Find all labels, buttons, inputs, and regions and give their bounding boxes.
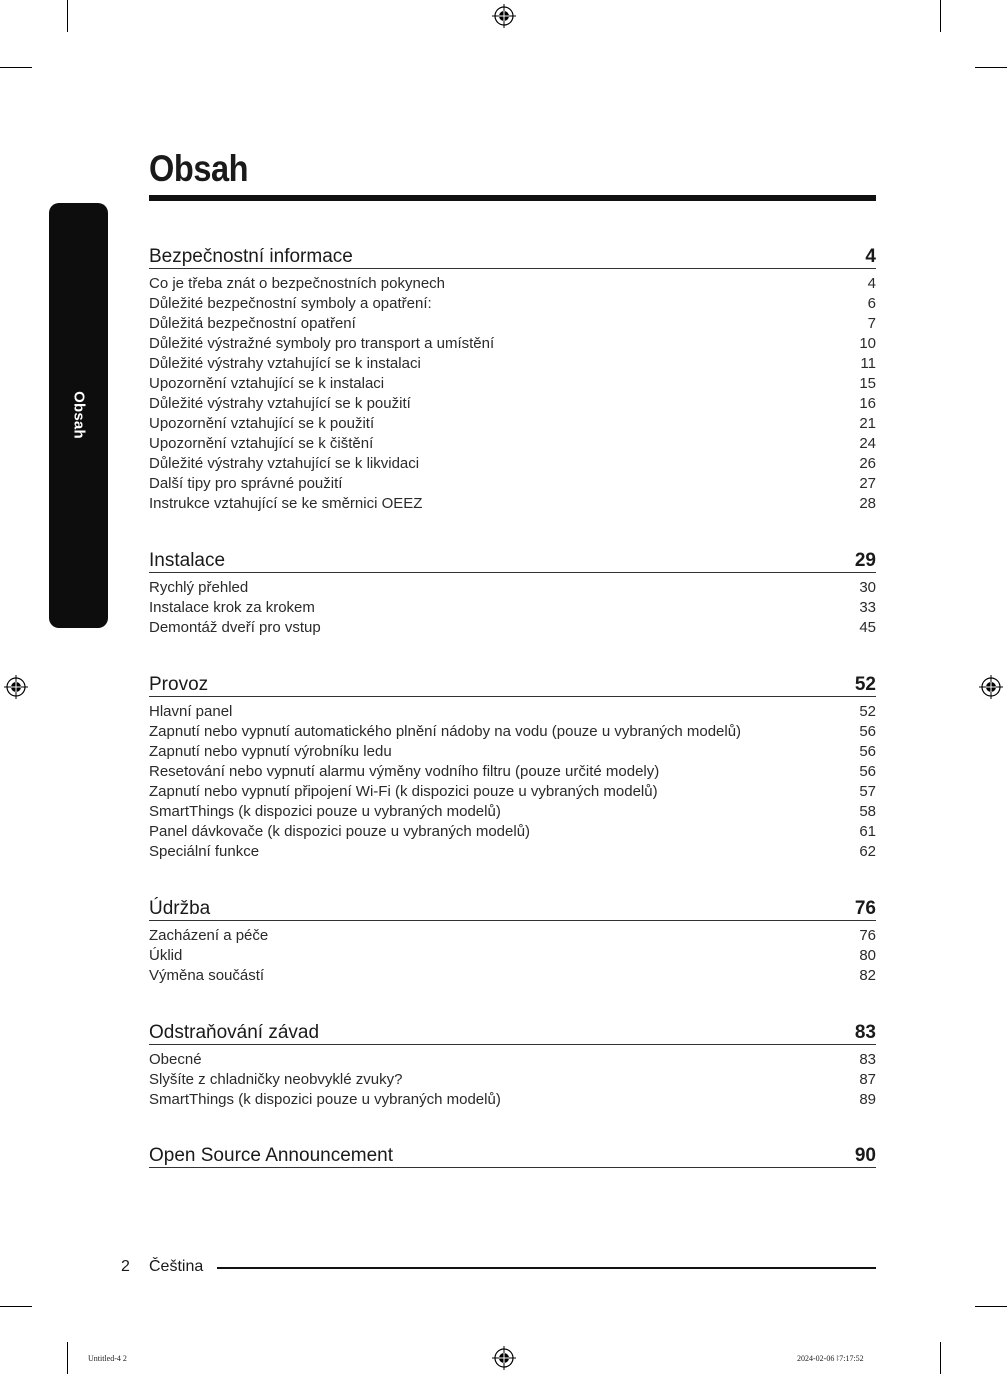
toc-entry[interactable] xyxy=(149,702,876,722)
toc-entry-page: 62 xyxy=(859,843,876,860)
toc-entry[interactable] xyxy=(149,946,876,966)
toc-items xyxy=(149,926,876,986)
title-rule xyxy=(149,195,876,201)
toc-entry[interactable] xyxy=(149,394,876,414)
toc-entry[interactable] xyxy=(149,474,876,494)
toc-entry-page: 15 xyxy=(859,375,876,392)
toc-entry-page: 56 xyxy=(859,763,876,780)
toc-entry-label: Úklid xyxy=(149,947,183,964)
toc-entry[interactable] xyxy=(149,722,876,742)
toc-entry-page: 7 xyxy=(867,315,876,332)
toc-section xyxy=(149,1141,876,1168)
toc-entry[interactable] xyxy=(149,294,876,314)
toc-items xyxy=(149,578,876,638)
toc-entry-label: Důležité bezpečnostní symboly a opatření: xyxy=(149,295,432,312)
toc-entry-page: 33 xyxy=(859,599,876,616)
section-heading[interactable] xyxy=(149,242,876,269)
side-tab xyxy=(49,203,108,628)
toc-entry[interactable] xyxy=(149,966,876,986)
toc-entry[interactable] xyxy=(149,578,876,598)
toc-entry-label: Resetování nebo vypnutí alarmu výměny vodního filtru (pouze určité modely) xyxy=(149,763,660,780)
section-title: Open Source Announcement xyxy=(149,1145,394,1166)
toc-entry[interactable] xyxy=(149,1070,876,1090)
toc-entry-label: SmartThings (k dispozici pouze u vybraných modelů) xyxy=(149,803,501,820)
toc-entry-label: Výměna součástí xyxy=(149,967,265,984)
toc-entry-label: Obecné xyxy=(149,1051,202,1068)
crop-mark xyxy=(975,67,1007,68)
crop-mark xyxy=(67,1342,68,1374)
toc-entry-page: 82 xyxy=(859,967,876,984)
toc-entry-label: Hlavní panel xyxy=(149,703,233,720)
toc-entry-page: 16 xyxy=(859,395,876,412)
toc-entry-label: Upozornění vztahující se k čištění xyxy=(149,435,374,452)
toc-entry-page: 27 xyxy=(859,475,876,492)
crop-mark xyxy=(0,67,32,68)
toc-section xyxy=(149,242,876,514)
toc-entry-page: 6 xyxy=(867,295,876,312)
section-heading[interactable] xyxy=(149,546,876,573)
toc-entry[interactable] xyxy=(149,802,876,822)
toc-entry-label: Důležité výstražné symboly pro transport a umístění xyxy=(149,335,495,352)
toc-entry-page: 56 xyxy=(859,723,876,740)
toc-entry-label: Upozornění vztahující se k použití xyxy=(149,415,375,432)
toc-entry-page: 61 xyxy=(859,823,876,840)
toc-section xyxy=(149,894,876,986)
toc-entry[interactable] xyxy=(149,454,876,474)
section-title: Instalace xyxy=(149,550,226,571)
toc-entry-page: 21 xyxy=(859,415,876,432)
toc-entry[interactable] xyxy=(149,354,876,374)
toc-entry-label: Panel dávkovače (k dispozici pouze u vybraných modelů) xyxy=(149,823,531,840)
toc-entry-label: Zapnutí nebo vypnutí výrobníku ledu xyxy=(149,743,392,760)
toc-entry-label: Speciální funkce xyxy=(149,843,260,860)
toc-entry-page: 24 xyxy=(859,435,876,452)
toc-entry-label: Důležité výstrahy vztahující se k likvidaci xyxy=(149,455,420,472)
toc-entry-label: Zapnutí nebo vypnutí automatického plnění nádoby na vodu (pouze u vybraných modelů) xyxy=(149,723,742,740)
print-slug-timestamp: 2024-02-06 ꖎ7:17:52 xyxy=(797,1354,864,1363)
page-number: 2 xyxy=(121,1258,130,1275)
toc-entry-page: 26 xyxy=(859,455,876,472)
footer-rule xyxy=(217,1267,876,1269)
section-title: Bezpečnostní informace xyxy=(149,246,353,267)
toc-entry[interactable] xyxy=(149,1050,876,1070)
toc-entry-page: 30 xyxy=(859,579,876,596)
section-title: Údržba xyxy=(149,898,211,919)
toc-entry[interactable] xyxy=(149,618,876,638)
registration-mark-icon xyxy=(492,4,516,28)
toc-entry-page: 56 xyxy=(859,743,876,760)
toc-entry[interactable] xyxy=(149,494,876,514)
toc-entry-page: 57 xyxy=(859,783,876,800)
toc-entry-page: 45 xyxy=(859,619,876,636)
side-tab-label: Obsah xyxy=(70,391,87,439)
toc-section xyxy=(149,1018,876,1110)
toc-entry[interactable] xyxy=(149,742,876,762)
toc-entry-page: 10 xyxy=(859,335,876,352)
toc-entry-label: Co je třeba znát o bezpečnostních pokynech xyxy=(149,275,446,292)
toc-entry[interactable] xyxy=(149,782,876,802)
section-title: Provoz xyxy=(149,674,209,695)
toc-entry[interactable] xyxy=(149,598,876,618)
toc-entry-page: 80 xyxy=(859,947,876,964)
registration-mark-icon xyxy=(979,675,1003,699)
toc-entry-label: Upozornění vztahující se k instalaci xyxy=(149,375,385,392)
toc-entry[interactable] xyxy=(149,374,876,394)
toc-entry[interactable] xyxy=(149,314,876,334)
toc-entry[interactable] xyxy=(149,274,876,294)
crop-mark xyxy=(67,0,68,32)
toc-entry-label: Instalace krok za krokem xyxy=(149,599,315,616)
toc-items xyxy=(149,274,876,514)
section-page: 90 xyxy=(854,1145,876,1166)
toc-entry-label: SmartThings (k dispozici pouze u vybraných modelů) xyxy=(149,1091,501,1108)
page-title: Obsah xyxy=(149,148,249,189)
toc-entry[interactable] xyxy=(149,414,876,434)
toc-entry-label: Důležité výstrahy vztahující se k použití xyxy=(149,395,411,412)
toc-entry-page: 28 xyxy=(859,495,876,512)
toc-entry-label: Rychlý přehled xyxy=(149,579,249,596)
crop-mark xyxy=(0,1306,32,1307)
registration-mark-icon xyxy=(492,1346,516,1370)
toc-entry-label: Demontáž dveří pro vstup xyxy=(149,619,321,636)
toc-entry-page: 76 xyxy=(859,927,876,944)
toc-entry-page: 11 xyxy=(860,355,876,372)
toc-entry[interactable] xyxy=(149,434,876,454)
toc-entry-label: Slyšíte z chladničky neobvyklé zvuky? xyxy=(149,1071,403,1088)
toc-entry[interactable] xyxy=(149,762,876,782)
section-heading[interactable] xyxy=(149,894,876,921)
print-slug-file: Untitled-4 2 xyxy=(88,1354,127,1363)
footer-language: Čeština xyxy=(149,1258,204,1275)
toc-entry-label: Zapnutí nebo vypnutí připojení Wi-Fi (k dispozici pouze u vybraných modelů) xyxy=(149,783,658,800)
toc-items xyxy=(149,702,876,862)
section-title: Odstraňování závad xyxy=(149,1022,320,1043)
section-heading[interactable] xyxy=(149,1018,876,1045)
crop-mark xyxy=(975,1306,1007,1307)
toc-entry[interactable] xyxy=(149,842,876,862)
toc-entry-label: Další tipy pro správné použití xyxy=(149,475,343,492)
section-page: 52 xyxy=(854,674,876,695)
crop-mark xyxy=(940,1342,941,1374)
crop-mark xyxy=(940,0,941,32)
registration-mark-icon xyxy=(4,675,28,699)
toc-entry-label: Důležité výstrahy vztahující se k instalaci xyxy=(149,355,421,372)
toc-entry-page: 4 xyxy=(867,275,876,292)
toc-entry-label: Důležitá bezpečnostní opatření xyxy=(149,315,356,332)
toc-entry-page: 52 xyxy=(859,703,876,720)
toc-entry[interactable] xyxy=(149,1090,876,1110)
toc-entry[interactable] xyxy=(149,822,876,842)
toc-entry-page: 89 xyxy=(859,1091,876,1108)
toc-section xyxy=(149,670,876,862)
toc-entry-page: 83 xyxy=(859,1051,876,1068)
section-page: 4 xyxy=(865,246,876,267)
toc-entry-page: 58 xyxy=(859,803,876,820)
section-heading[interactable] xyxy=(149,670,876,697)
toc-items xyxy=(149,1050,876,1110)
toc-entry-label: Zacházení a péče xyxy=(149,927,269,944)
toc-entry[interactable] xyxy=(149,334,876,354)
toc-entry[interactable] xyxy=(149,926,876,946)
toc-entry-page: 87 xyxy=(859,1071,876,1088)
section-page: 76 xyxy=(854,898,876,919)
toc-section xyxy=(149,546,876,638)
section-page: 83 xyxy=(854,1022,876,1043)
section-heading[interactable] xyxy=(149,1141,876,1168)
toc-entry-label: Instrukce vztahující se ke směrnici OEEZ xyxy=(149,495,423,512)
section-page: 29 xyxy=(854,550,876,571)
